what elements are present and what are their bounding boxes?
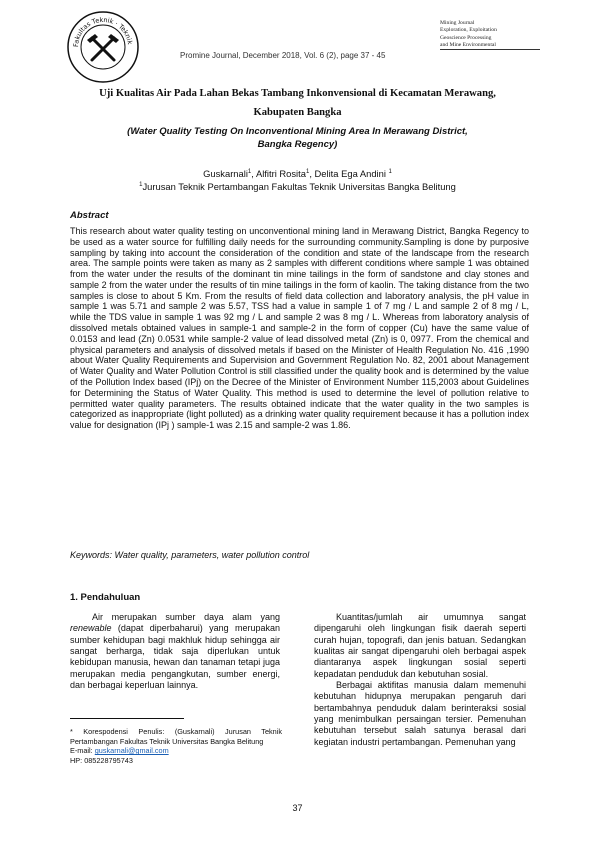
brand-divider — [440, 49, 540, 50]
correspondence-note: * Korespodensi Penulis: (Guskarnali) Jurusan Teknik Pertambangan Fakultas Teknik Universitas Bangka Belitung — [70, 727, 282, 746]
author-name: Alfitri Rosita — [255, 168, 306, 179]
left-column — [70, 612, 280, 691]
author-list: Guskarnali$^1$, Alfitri Rosita$^1$, Delita Ega Andini $^1$ — [203, 168, 392, 179]
section-heading: 1. Pendahuluan — [70, 592, 141, 603]
abstract-text: This research about water quality testing on unconventional mining land in Merawang District, Bangka Regency to be used as a water source for fulfilling daily needs for the surrounding community.Sampling is done by purposive sampling by taking into account the consideration of the condition and state of the landscape from the research area. The sample points were taken as many as 2 samples with different conditions where sample 1 was obtained from the water under the results of the dominant tin mine tailings in the form of sandstone and clay stones and sample 2 from the water under the results of tin mine tailings in the form of kaolin. The taking distance from the two samples is close to about 5 Km. From the results of field data collection and laboratory analysis, the pH value in sample 1 was 5.71 and sample 2 was 5.57, TSS had a value in sample 1 of 7 mg / L and sample 2 of 8 mg / L, while the TDS value in sample 1 was 92 mg / L and sample 2 was 8 mg / L. Whereas from laboratory analysis of dissolved metals obtained values in sample-1 and sample-2 in the form of copper (Cu) have the same value of 0.0153 and lead (Zn) 0.0531 while sample-2 value of lead dissolved metal (Zn) is 0, 0977. From the chemical and physical parameters and analysis of dissolved metals if based on the Minister of Health Regulation No. 416 ,1990 about Water Quality Requirements and Supervision and Government Regulation No. 82, 2001 about Management of Water Quality and Water Pollution Control is still classified under the quality book and is determined by the value of the Pollution Index based (IPj) on the Decree of the Minister of Environment Number 115,2003 about Guidelines for Determining the Status of Water Quality. This method is used to determine the level of pollution relative to permitted water quality parameters. The results obtained indicate that the water quality in the two samples is categorized as inappropriate (light polluted) as a drinking water quality requirement because it has a pollution index value for designation (IPj ) sample-1 was 2.15 and sample-2 was 1.86. — [70, 226, 529, 431]
email-line: E-mail: guskarnali@gmail.com — [70, 746, 169, 756]
paper-title-english-line1: (Water Quality Testing On Inconventional Mining Area In Merawang District, — [127, 126, 468, 137]
brand-line: Geoscience Processing — [440, 34, 492, 41]
author-name: Guskarnali — [203, 168, 248, 179]
keywords: Keywords: Water quality, parameters, water pollution control — [70, 550, 310, 560]
brand-line: Mining Journal — [440, 20, 475, 26]
paper-title-line1: Uji Kualitas Air Pada Lahan Bekas Tambang Inkonvensional di Kecamatan Merawang, — [99, 88, 496, 99]
affiliation: $^1$Jurusan Teknik Pertambangan Fakultas Teknik Universitas Bangka Belitung — [139, 181, 456, 192]
brand-line: Exploration, Exploitation — [440, 27, 497, 34]
footnote-divider — [70, 718, 184, 719]
author-name: Delita Ega Andini — [314, 168, 386, 179]
right-column — [314, 612, 526, 748]
page-number: 37 — [292, 803, 303, 813]
university-logo — [66, 10, 140, 84]
brand-line: and Mine Environmental — [440, 41, 496, 48]
footnote — [70, 727, 282, 765]
svg-text:Fakultas Teknik · Teknik Perta: Fakultas Teknik · Teknik — [71, 15, 134, 48]
journal-citation: Promine Journal, December 2018, Vol. 6 (2), page 37 - 45 — [180, 51, 386, 60]
paper-title-line2: Kabupaten Bangka — [253, 107, 342, 118]
paragraph: Kuantitas/jumlah air umumnya sangat dipengaruhi oleh lingkungan fisik daerah seperti curah hujan, topografi, dan jenis batuan. Sedangkan kualitas air sangat dipengaruhi oleh berbagai aspek diantaranya aspek lingkungan sosial seperti kepadatan penduduk dan kebutuhan sosial. — [314, 612, 526, 679]
abstract-heading: Abstract — [70, 210, 109, 221]
phone-line: HP: 085228795743 — [70, 755, 133, 765]
email-link[interactable]: guskarnali@gmail.com — [94, 746, 169, 756]
paper-title-english-line2: Bangka Regency) — [257, 139, 338, 150]
journal-brand-block — [440, 20, 540, 49]
paragraph: Berbagai aktifitas manusia dalam memenuhi kebutuhan hidupnya merupakan pengaruh dari bertambahnya penduduk dalam berinteraksi sosial yang menimbulkan persaingan tersier. Pemenuhan kebutuhan tersebut salah satunya berasal dari kegiatan industri pertambangan. Pemenuhan yang — [314, 680, 526, 747]
paragraph: Air merupakan sumber daya alam yang renewable (dapat diperbaharui) yang merupakan sumber kehidupan bagi makhluk hidup sehingga air sangat berharga, tidak saja diperlukan untuk kebidupan manusia, hewan dan tanaman tetapi juga merupakan media pengangkutan, sumber energi, dan berbagai keperluan lainnya. — [70, 612, 280, 691]
